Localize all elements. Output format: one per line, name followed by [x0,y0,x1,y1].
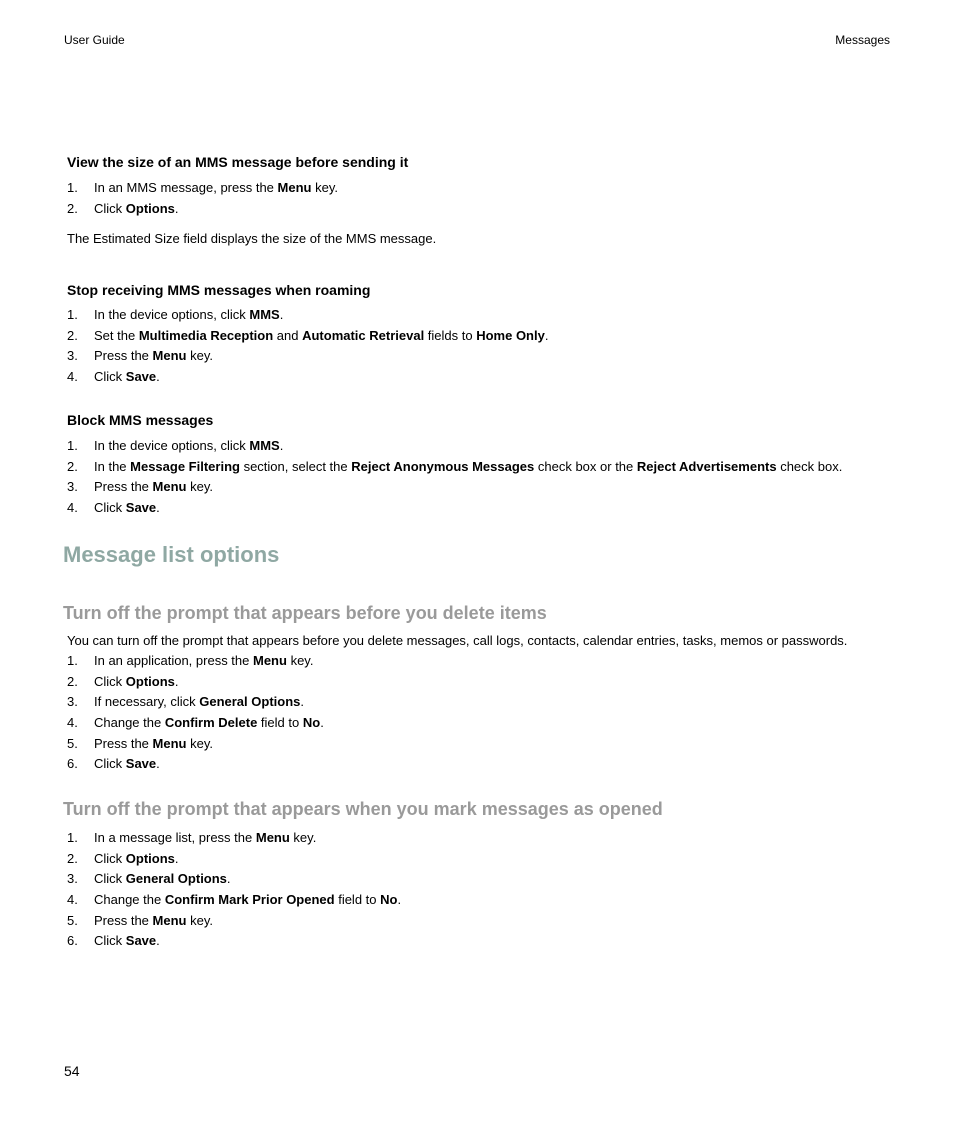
ui-term: Menu [255,830,290,845]
step-number: 1. [67,830,78,845]
list-item [67,828,401,849]
list-item [67,367,548,388]
step-text: . [156,369,160,385]
ui-term: Menu [152,348,187,364]
step-text: key. [286,653,314,668]
step-text: Press the [94,348,153,364]
ui-term: Message Filtering [130,458,240,474]
intro-prompt-delete: You can turn off the prompt that appears before you delete messages, call logs, contacts, calendar entries, tasks, memos or passwords. [67,633,848,648]
list-item [67,651,324,672]
steps-view-mms-size [67,178,338,219]
step-text: . [320,715,324,731]
step-number: 2. [67,673,78,689]
heading-prompt-opened: Turn off the prompt that appears when you mark messages as opened [63,799,663,819]
step-number: 6. [67,756,78,772]
list-item [67,498,842,519]
ui-term: Save [125,933,157,949]
ui-term: Multimedia Reception [138,327,274,343]
ui-term: Menu [277,180,312,195]
step-number: 1. [67,180,78,195]
step-text: . [226,871,231,887]
step-text: . [279,307,284,322]
step-text: key. [186,348,213,364]
step-text: Click [94,756,126,772]
step-text: If necessary, click [94,694,200,710]
step-text: . [174,673,179,689]
list-item [67,754,324,775]
ui-term: Reject Anonymous Messages [351,458,535,474]
ui-term: Menu [152,479,187,495]
list-item [67,672,324,693]
step-number: 2. [67,850,78,866]
list-item [67,178,338,199]
step-text: check box or the [534,458,637,474]
step-text: Click [94,933,126,949]
list-item [67,713,324,734]
ui-term: General Options [125,871,227,887]
step-text: fields to [424,327,477,343]
ui-term: Save [125,500,157,516]
step-text: In the device options, click [94,307,250,322]
step-text: . [174,850,179,866]
ui-term: MMS [249,307,280,322]
list-item [67,436,842,457]
ui-term: Automatic Retrieval [302,327,425,343]
steps-stop-roaming [67,305,548,388]
step-text: . [156,756,160,772]
step-text: Set the [94,327,139,343]
list-item [67,734,324,755]
step-text: Click [94,500,126,516]
ui-term: No [302,715,321,731]
steps-prompt-delete [67,651,324,775]
step-text: Click [94,871,126,887]
step-text: In an MMS message, press the [94,180,278,195]
ui-term: Home Only [476,327,545,343]
step-text: key. [289,830,317,845]
page-number: 54 [64,1063,80,1079]
ui-term: Save [125,756,157,772]
step-number: 2. [67,200,78,216]
list-item [67,305,548,326]
step-text: . [174,200,179,216]
ui-term: Reject Advertisements [636,458,777,474]
step-text: Click [94,200,126,216]
step-text: Change the [94,715,165,731]
list-item [67,326,548,347]
heading-view-mms-size: View the size of an MMS message before sending it [67,154,409,170]
ui-term: Confirm Mark Prior Opened [164,892,335,908]
ui-term: Save [125,369,157,385]
ui-term: MMS [249,438,280,453]
step-text: field to [334,892,381,908]
steps-block-mms [67,436,842,519]
step-number: 3. [67,694,78,710]
list-item [67,931,401,952]
step-text: key. [186,735,213,751]
step-number: 6. [67,933,78,949]
step-number: 5. [67,912,78,928]
step-text: In a message list, press the [94,830,256,845]
step-number: 4. [67,892,78,908]
step-text: and [273,327,303,343]
step-number: 2. [67,327,78,343]
step-number: 2. [67,458,78,474]
step-text: Press the [94,735,153,751]
step-number: 3. [67,348,78,364]
step-text: Click [94,850,126,866]
ui-term: Confirm Delete [164,715,258,731]
step-text: . [300,694,304,710]
step-text: check box. [776,458,843,474]
heading-prompt-delete: Turn off the prompt that appears before you delete items [63,603,547,623]
step-number: 4. [67,369,78,385]
step-text: field to [257,715,303,731]
step-text: . [397,892,402,908]
list-item [67,346,548,367]
step-text: . [544,327,549,343]
step-text: . [156,933,160,949]
ui-term: Menu [253,653,287,668]
step-text: Change the [94,892,165,908]
ui-term: No [380,892,398,908]
list-item [67,692,324,713]
step-text: key. [186,912,213,928]
step-text: Press the [94,912,153,928]
step-number: 1. [67,438,78,453]
ui-term: Options [125,200,175,216]
step-number: 5. [67,735,78,751]
heading-block-mms: Block MMS messages [67,412,214,428]
ui-term: Options [125,673,175,689]
step-number: 1. [67,653,78,668]
step-text: key. [186,479,213,495]
ui-term: Menu [152,912,187,928]
step-text: Click [94,673,126,689]
ui-term: Options [125,850,175,866]
step-text: . [279,438,284,453]
step-number: 1. [67,307,78,322]
step-text: In the [94,458,131,474]
step-text: In the device options, click [94,438,250,453]
ui-term: Menu [152,735,187,751]
note-estimated-size: The Estimated Size field displays the size of the MMS message. [67,231,437,246]
step-text: section, select the [239,458,352,474]
list-item [67,890,401,911]
step-text: In an application, press the [94,653,253,668]
ui-term: General Options [199,694,301,710]
steps-prompt-opened [67,828,401,952]
header-section-title: Messages [835,33,890,47]
list-item [67,457,842,478]
heading-message-list-options: Message list options [63,542,280,567]
step-text: Press the [94,479,153,495]
heading-stop-roaming: Stop receiving MMS messages when roaming [67,282,371,298]
step-number: 4. [67,715,78,731]
step-text: . [156,500,160,516]
list-item [67,199,338,220]
header-doc-title: User Guide [64,33,125,47]
step-number: 3. [67,479,78,495]
step-text: Click [94,369,126,385]
step-text: key. [311,180,338,195]
step-number: 4. [67,500,78,516]
list-item [67,477,842,498]
list-item [67,911,401,932]
list-item [67,849,401,870]
step-number: 3. [67,871,78,887]
list-item [67,869,401,890]
